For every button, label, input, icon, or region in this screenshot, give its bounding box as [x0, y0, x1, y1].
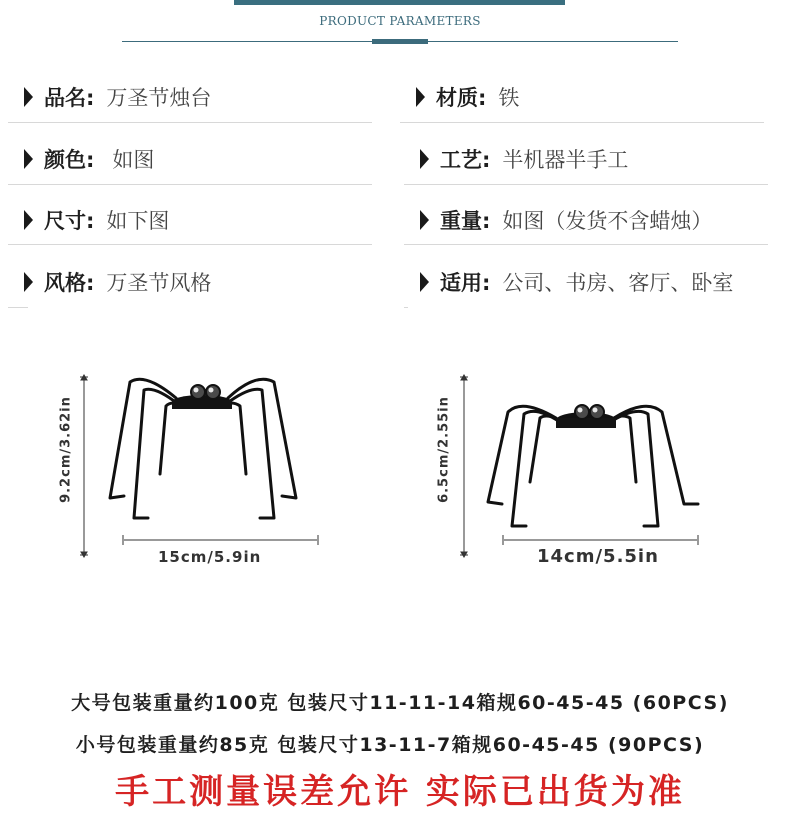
- spider-eye-right: [206, 385, 220, 399]
- row-divider: [400, 122, 764, 123]
- param-label: 适用:: [440, 271, 491, 295]
- param-material: [416, 82, 519, 112]
- candle-cup-base: [556, 418, 616, 428]
- width-dimension-line: [503, 535, 698, 545]
- candle-cup-base: [172, 400, 232, 409]
- param-weight: [420, 205, 712, 235]
- row-divider: [8, 122, 372, 123]
- row-divider: [404, 184, 768, 185]
- packaging-small-text: 小号包装重量约85克 包装尺寸13-11-7箱规60-45-45 (90PCS): [75, 734, 705, 756]
- param-value: 如图: [112, 148, 155, 172]
- bullet-triangle-icon: [420, 210, 429, 230]
- param-value: 万圣节风格: [106, 271, 212, 295]
- param-usage: [420, 267, 733, 297]
- param-value: 半机器半手工: [502, 148, 629, 172]
- param-value: 如图（发货不含蜡烛）: [502, 209, 713, 233]
- height-dimension-line: [460, 375, 468, 557]
- param-label: 材质:: [436, 86, 487, 110]
- bullet-triangle-icon: [24, 210, 33, 230]
- param-label: 风格:: [44, 271, 95, 295]
- param-style: [24, 267, 211, 297]
- param-craft: [420, 144, 628, 174]
- param-value: 公司、书房、客厅、卧室: [502, 271, 734, 295]
- spider-eye-right: [590, 405, 604, 419]
- row-divider: [404, 307, 408, 308]
- large-height-label: 9.2cm/3.62in: [58, 396, 74, 503]
- height-dimension-line: [80, 375, 88, 557]
- width-dimension-line: [123, 535, 318, 545]
- param-label: 尺寸:: [44, 209, 95, 233]
- row-divider: [404, 244, 768, 245]
- bullet-triangle-icon: [24, 149, 33, 169]
- param-value: 如下图: [106, 209, 170, 233]
- measurement-note: 手工测量误差允许 实际已出货为准: [115, 772, 685, 812]
- header-bar: [234, 0, 565, 5]
- param-value: 万圣节烛台: [106, 86, 212, 110]
- bullet-triangle-icon: [24, 272, 33, 292]
- spider-eye-left: [575, 405, 589, 419]
- param-value: 铁: [498, 86, 520, 110]
- large-spider-candle-holder-image: [60, 370, 340, 570]
- param-color: [24, 144, 154, 174]
- param-label: 工艺:: [440, 148, 491, 172]
- section-subtitle: PRODUCT PARAMETERS: [319, 14, 481, 28]
- spider-eye-left: [191, 385, 205, 399]
- row-divider: [8, 244, 372, 245]
- param-label: 重量:: [440, 209, 491, 233]
- packaging-large-text: 大号包装重量约100克 包装尺寸11-11-14箱规60-45-45 (60PCS): [71, 692, 729, 714]
- param-label: 颜色:: [44, 148, 95, 172]
- bullet-triangle-icon: [416, 87, 425, 107]
- large-width-label: 15cm/5.9in: [158, 548, 262, 566]
- small-height-label: 6.5cm/2.55in: [436, 396, 452, 503]
- param-size: [24, 205, 169, 235]
- bullet-triangle-icon: [24, 87, 33, 107]
- small-width-label: 14cm/5.5in: [537, 546, 659, 567]
- bullet-triangle-icon: [420, 149, 429, 169]
- subtitle-divider-mark: [372, 39, 428, 44]
- param-name: [24, 82, 211, 112]
- bullet-triangle-icon: [420, 272, 429, 292]
- row-divider: [8, 184, 372, 185]
- param-label: 品名:: [44, 86, 95, 110]
- row-divider: [8, 307, 28, 308]
- small-spider-candle-holder-image: [440, 370, 720, 570]
